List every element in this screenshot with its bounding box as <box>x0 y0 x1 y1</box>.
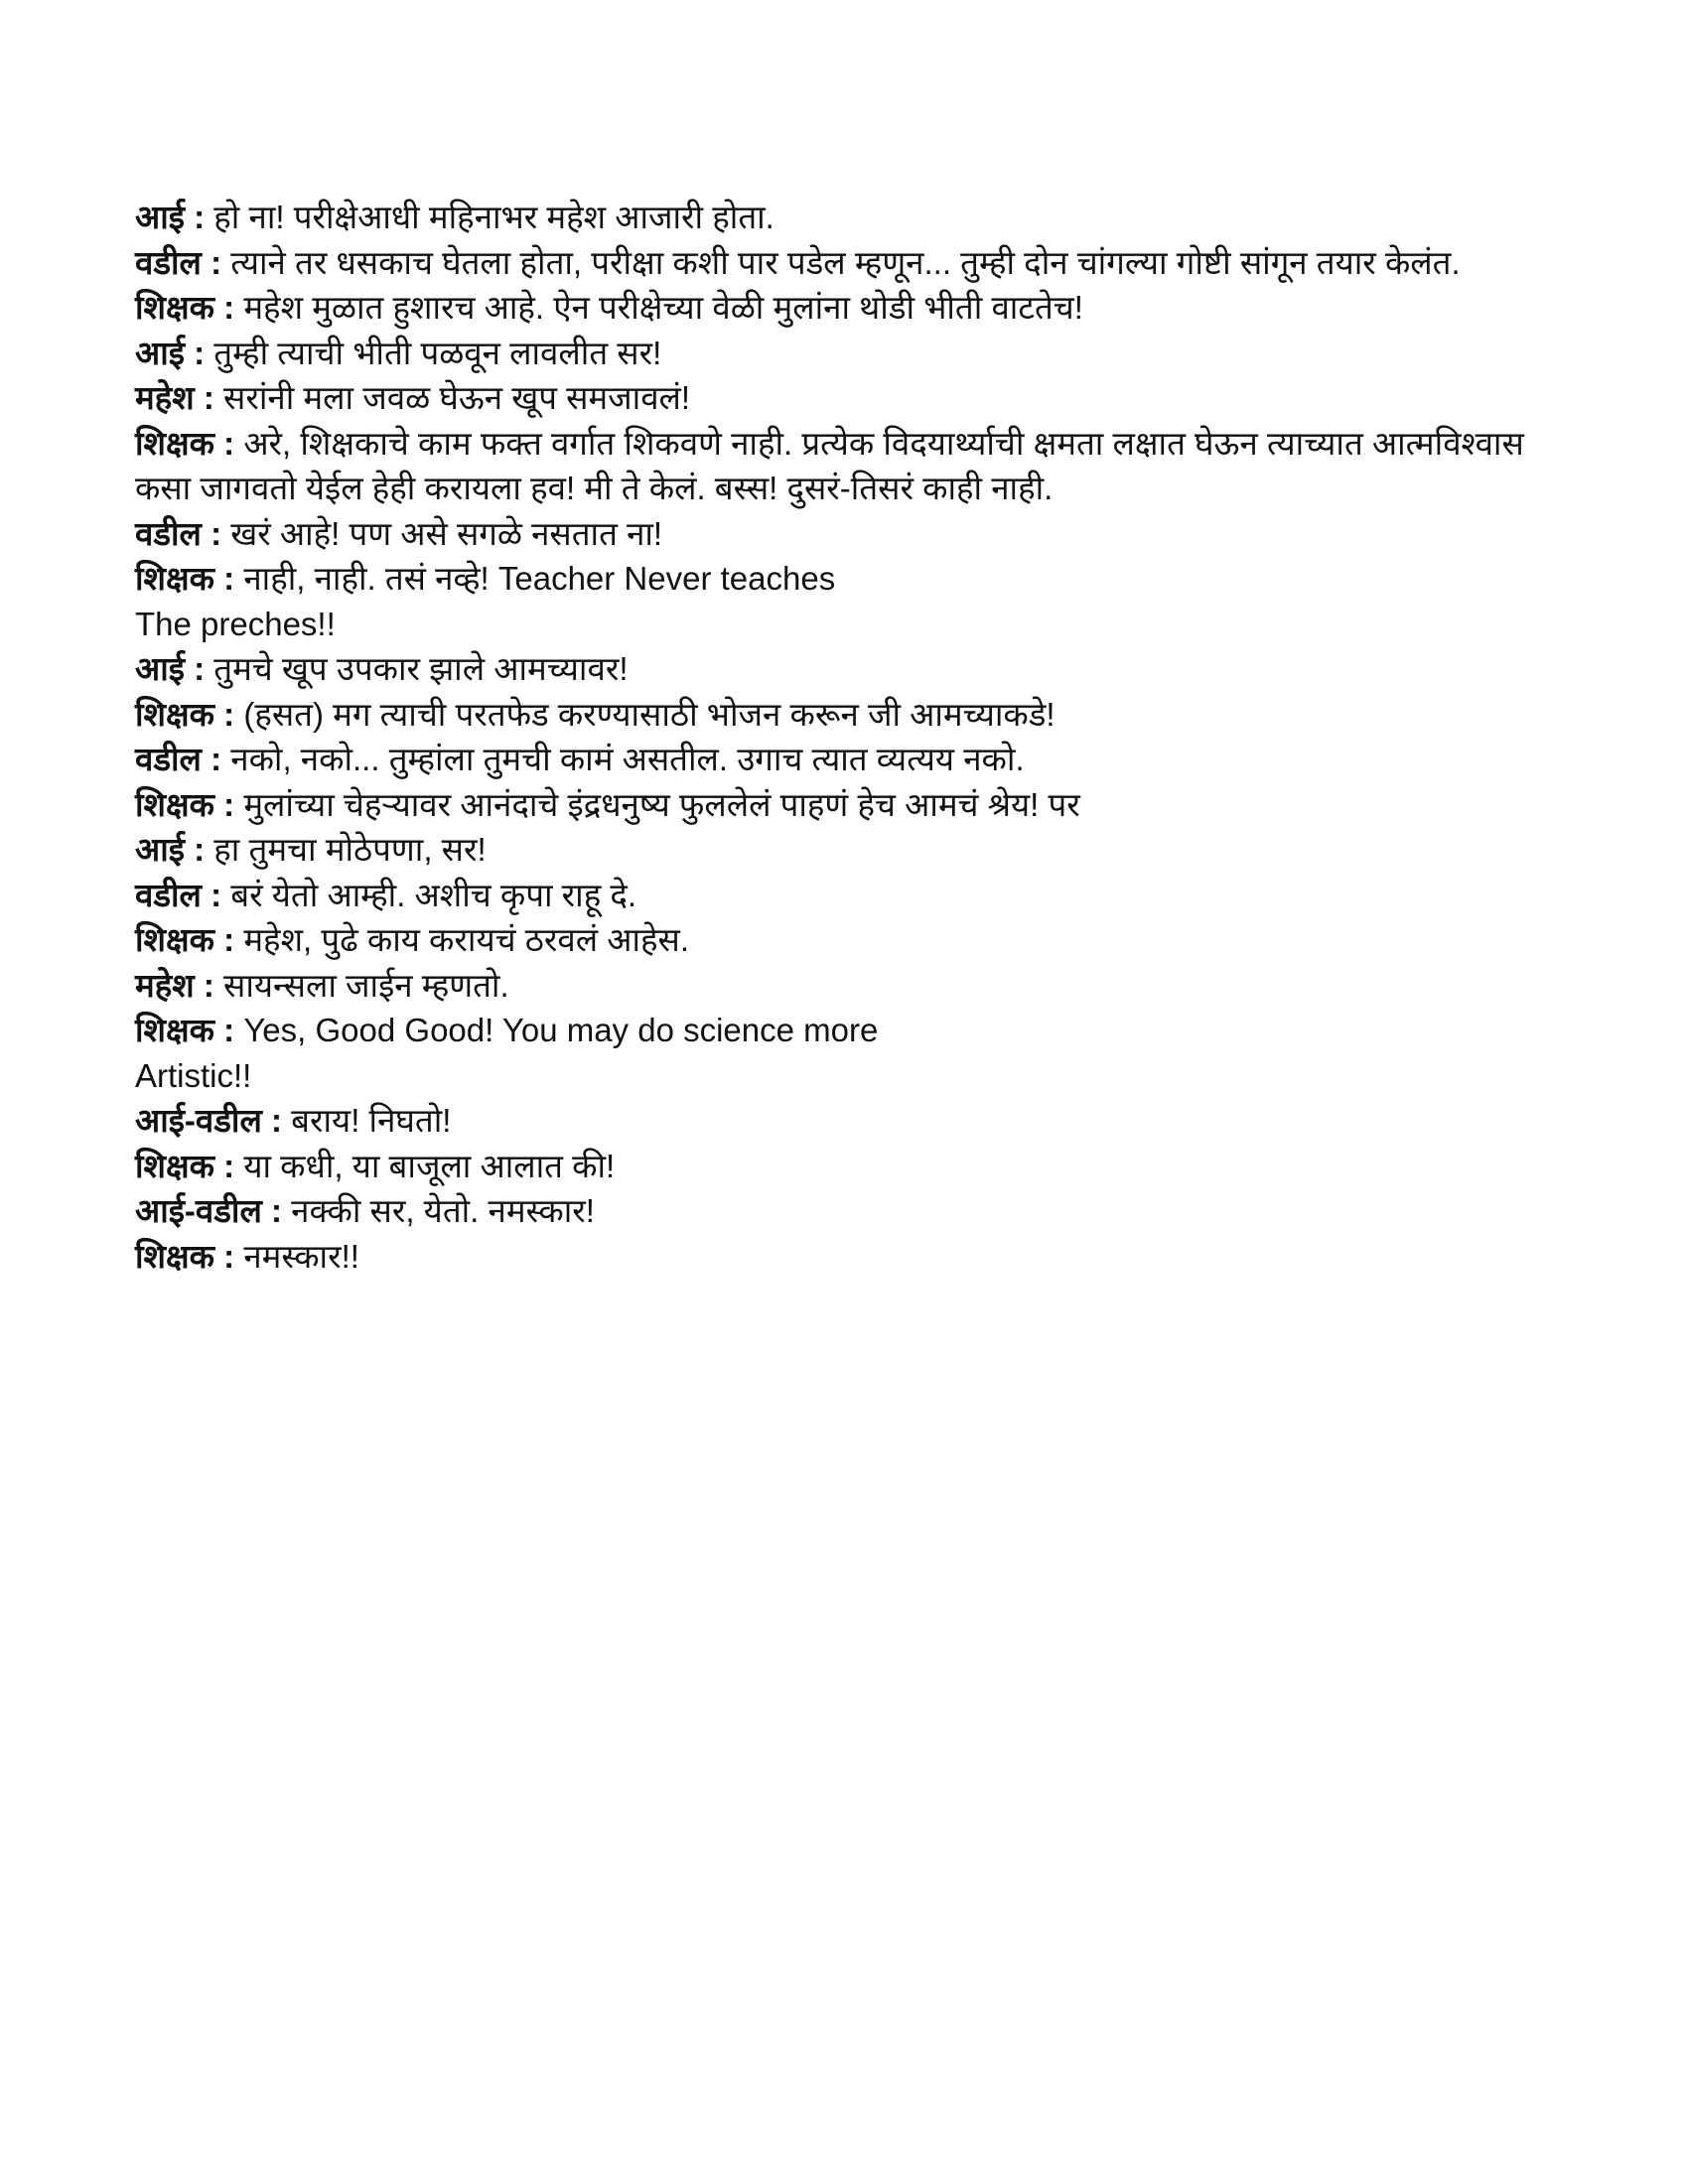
dialogue-text: Yes, Good Good! You may do science more <box>243 1012 879 1048</box>
dialogue-text: महेश, पुढे काय करायचं ठरवलं आहेस. <box>243 921 689 958</box>
speaker-separator: : <box>201 243 231 281</box>
dialogue-text: नमस्कार!! <box>243 1237 359 1275</box>
speaker-name: आई <box>135 650 185 687</box>
speaker-separator: : <box>194 966 224 1004</box>
dialogue-line <box>135 285 1545 331</box>
dialogue-text: हो ना! परीक्षेआधी महिनाभर महेश आजारी होता. <box>213 199 774 235</box>
dialogue-line <box>135 511 1545 557</box>
dialogue-text: नक्की सर, येतो. नमस्कार! <box>291 1192 595 1229</box>
dialogue-text: (हसत) मग त्याची परतफेड करण्यासाठी भोजन करून जी आमच्याकडे! <box>243 695 1055 733</box>
speaker-separator: : <box>261 1192 292 1229</box>
dialogue-document <box>135 195 1545 1279</box>
dialogue-text: तुमचे खूप उपकार झाले आमच्यावर! <box>213 650 629 687</box>
dialogue-line <box>135 331 1545 376</box>
dialogue-line <box>135 782 1545 828</box>
speaker-name: शिक्षक <box>135 424 214 462</box>
speaker-name: शिक्षक <box>135 560 214 597</box>
speaker-name: महेश <box>135 379 195 416</box>
dialogue-line <box>135 1008 1545 1053</box>
dialogue-text: या कधी, या बाजूला आलात की! <box>243 1147 616 1184</box>
dialogue-text: त्याने तर धसकाच घेतला होता, परीक्षा कशी पार पडेल म्हणून... तुम्ही दोन चांगल्या गोष्टी सांगून तयार केलंत. <box>230 243 1461 281</box>
speaker-name: वडील <box>135 514 202 552</box>
dialogue-line <box>135 421 1545 511</box>
speaker-separator: : <box>201 514 231 552</box>
speaker-name: आई-वडील <box>135 1102 262 1139</box>
dialogue-text: नाही, नाही. तसं नव्हे! Teacher Never teaches <box>243 560 836 597</box>
dialogue-text: बरं येतो आम्ही. अशीच कृपा राहू दे. <box>230 876 637 913</box>
speaker-separator: : <box>214 560 244 597</box>
dialogue-text: अरे, शिक्षकाचे काम फक्त वर्गात शिकवणे नाही. प्रत्येक विदयार्थ्याची क्षमता लक्षात घेऊन त्याच्यात आत्मविश्वास कसा जागवतो येईल हेही करायला हव! मी ते केलं. बस्स! दुसरं-तिसरं काही नाही. <box>135 424 1524 506</box>
dialogue-line <box>135 556 1545 602</box>
speaker-separator: : <box>201 741 231 777</box>
speaker-separator: : <box>214 424 244 462</box>
dialogue-line <box>135 827 1545 873</box>
dialogue-line <box>135 195 1545 240</box>
dialogue-line <box>135 963 1545 1009</box>
dialogue-text: हा तुमचा मोठेपणा, सर! <box>213 831 487 868</box>
dialogue-text: मुलांच्या चेहऱ्यावर आनंदाचे इंद्रधनुष्य फुललेलं पाहणं हेच आमचं श्रेय! पर <box>243 785 1080 823</box>
speaker-name: शिक्षक <box>135 785 214 823</box>
dialogue-line <box>135 646 1545 692</box>
dialogue-line <box>135 1234 1545 1280</box>
dialogue-text: सरांनी मला जवळ घेऊन खूप समजावलं! <box>223 379 691 416</box>
dialogue-line <box>135 1098 1545 1144</box>
dialogue-line <box>135 873 1545 918</box>
speaker-name: शिक्षक <box>135 1237 214 1275</box>
speaker-separator: : <box>214 289 244 326</box>
speaker-separator: : <box>214 1237 244 1275</box>
dialogue-line <box>135 240 1545 286</box>
dialogue-line <box>135 375 1545 421</box>
dialogue-text: बराय! निघतो! <box>291 1102 452 1139</box>
speaker-name: महेश <box>135 966 195 1004</box>
speaker-separator: : <box>184 334 214 371</box>
dialogue-line <box>135 1053 1545 1099</box>
speaker-separator: : <box>214 695 244 733</box>
speaker-separator: : <box>184 199 214 235</box>
dialogue-text: महेश मुळात हुशारच आहे. ऐन परीक्षेच्या वेळी मुलांना थोडी भीती वाटतेच! <box>243 289 1083 326</box>
speaker-name: आई <box>135 831 185 868</box>
dialogue-text: Artistic!! <box>135 1056 252 1094</box>
dialogue-line <box>135 737 1545 782</box>
speaker-separator: : <box>261 1102 292 1139</box>
speaker-separator: : <box>214 1147 244 1184</box>
dialogue-line <box>135 1144 1545 1189</box>
dialogue-line <box>135 917 1545 963</box>
speaker-name: आई <box>135 199 185 235</box>
dialogue-text: तुम्ही त्याची भीती पळवून लावलीत सर! <box>213 334 662 371</box>
speaker-name: आई <box>135 334 185 371</box>
speaker-separator: : <box>194 379 224 416</box>
speaker-name: शिक्षक <box>135 1012 214 1048</box>
speaker-separator: : <box>184 650 214 687</box>
dialogue-text: The preches!! <box>135 605 336 642</box>
dialogue-text: नको, नको... तुम्हांला तुमची कामं असतील. उगाच त्यात व्यत्यय नको. <box>230 741 1025 777</box>
dialogue-text: खरं आहे! पण असे सगळे नसतात ना! <box>230 514 663 552</box>
speaker-name: शिक्षक <box>135 1147 214 1184</box>
speaker-name: शिक्षक <box>135 921 214 958</box>
speaker-name: शिक्षक <box>135 695 214 733</box>
speaker-name: शिक्षक <box>135 289 214 326</box>
dialogue-line <box>135 692 1545 738</box>
dialogue-line <box>135 1188 1545 1234</box>
speaker-separator: : <box>201 876 231 913</box>
dialogue-text: सायन्सला जाईन म्हणतो. <box>223 966 509 1004</box>
speaker-separator: : <box>214 921 244 958</box>
dialogue-line <box>135 602 1545 647</box>
speaker-separator: : <box>214 1012 244 1048</box>
speaker-name: वडील <box>135 741 202 777</box>
speaker-name: आई-वडील <box>135 1192 262 1229</box>
speaker-separator: : <box>214 785 244 823</box>
speaker-name: वडील <box>135 243 202 281</box>
speaker-name: वडील <box>135 876 202 913</box>
speaker-separator: : <box>184 831 214 868</box>
